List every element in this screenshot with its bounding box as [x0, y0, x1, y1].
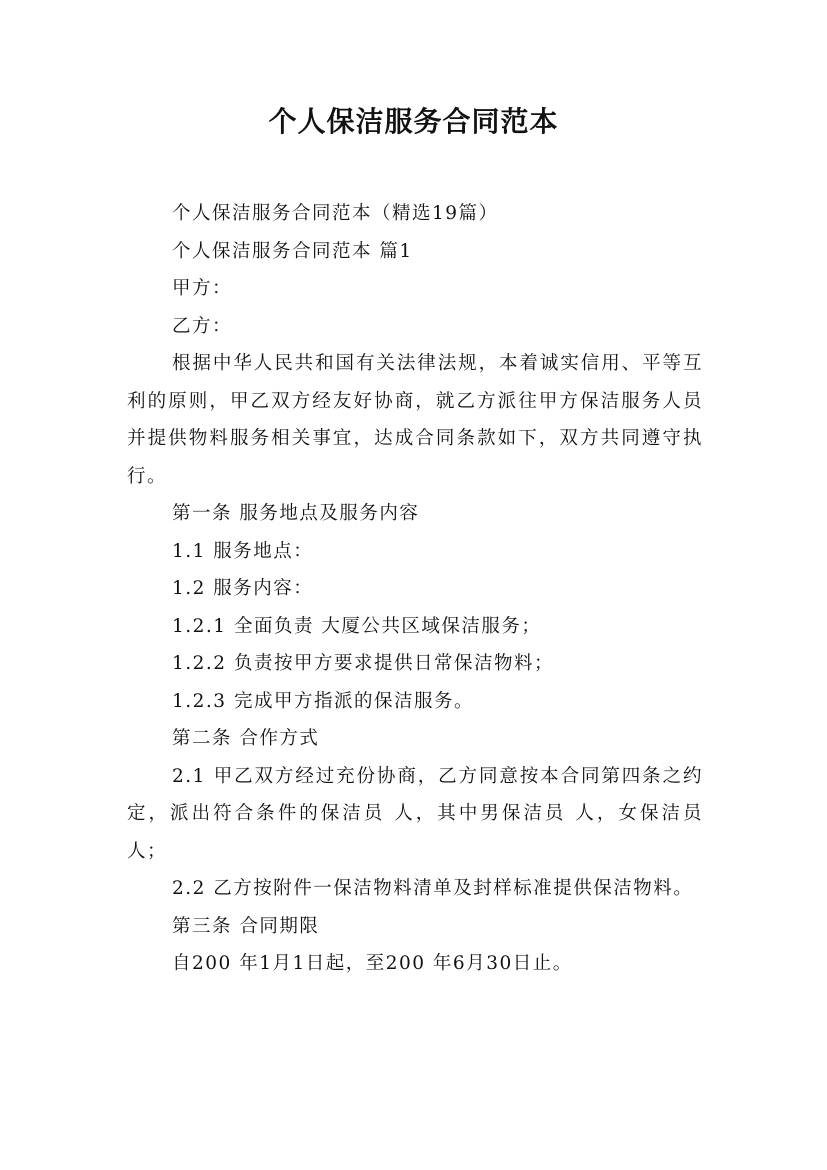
article-2-heading: 第二条 合作方式 [172, 728, 320, 749]
paragraph-section-heading: 个人保洁服务合同范本 篇1 [172, 240, 413, 262]
clause-1-2-2: 1.2.2 负责按甲方要求提供日常保洁物料； [172, 653, 554, 674]
clause-1-1: 1.1 服务地点： [172, 540, 314, 562]
clause-1-2: 1.2 服务内容： [172, 578, 314, 599]
clause-2-1: 2.1 甲乙双方经过充份协商，乙方同意按本合同第四条之约定，派出符合条件的保洁员 人，其中男保洁员 人，女保洁员 人； [127, 765, 703, 862]
clause-1-2-1: 1.2.1 全面负责 大厦公共区域保洁服务； [172, 615, 542, 637]
document-title: 个人保洁服务合同范本 [268, 105, 559, 138]
article-3-heading: 第三条 合同期限 [172, 915, 320, 937]
paragraph-subtitle: 个人保洁服务合同范本（精选19篇） [172, 203, 499, 224]
article-1-heading: 第一条 服务地点及服务内容 [172, 503, 420, 524]
clause-2-2: 2.2 乙方按附件一保洁物料清单及封样标准提供保洁物料。 [172, 878, 694, 899]
clause-1-2-3: 1.2.3 完成甲方指派的保洁服务。 [172, 690, 474, 712]
document-body [127, 195, 703, 983]
paragraph-preamble: 根据中华人民共和国有关法律法规，本着诚实信用、平等互利的原则，甲乙双方经友好协商，就乙方派往甲方保洁服务人员并提供物料服务相关事宜，达成合同条款如下，双方共同遵守执行。 [127, 353, 703, 487]
contract-term: 自200 年1月1日起，至200 年6月30日止。 [172, 953, 573, 974]
paragraph-party-b: 乙方： [172, 315, 233, 337]
paragraph-party-a: 甲方： [172, 278, 233, 299]
